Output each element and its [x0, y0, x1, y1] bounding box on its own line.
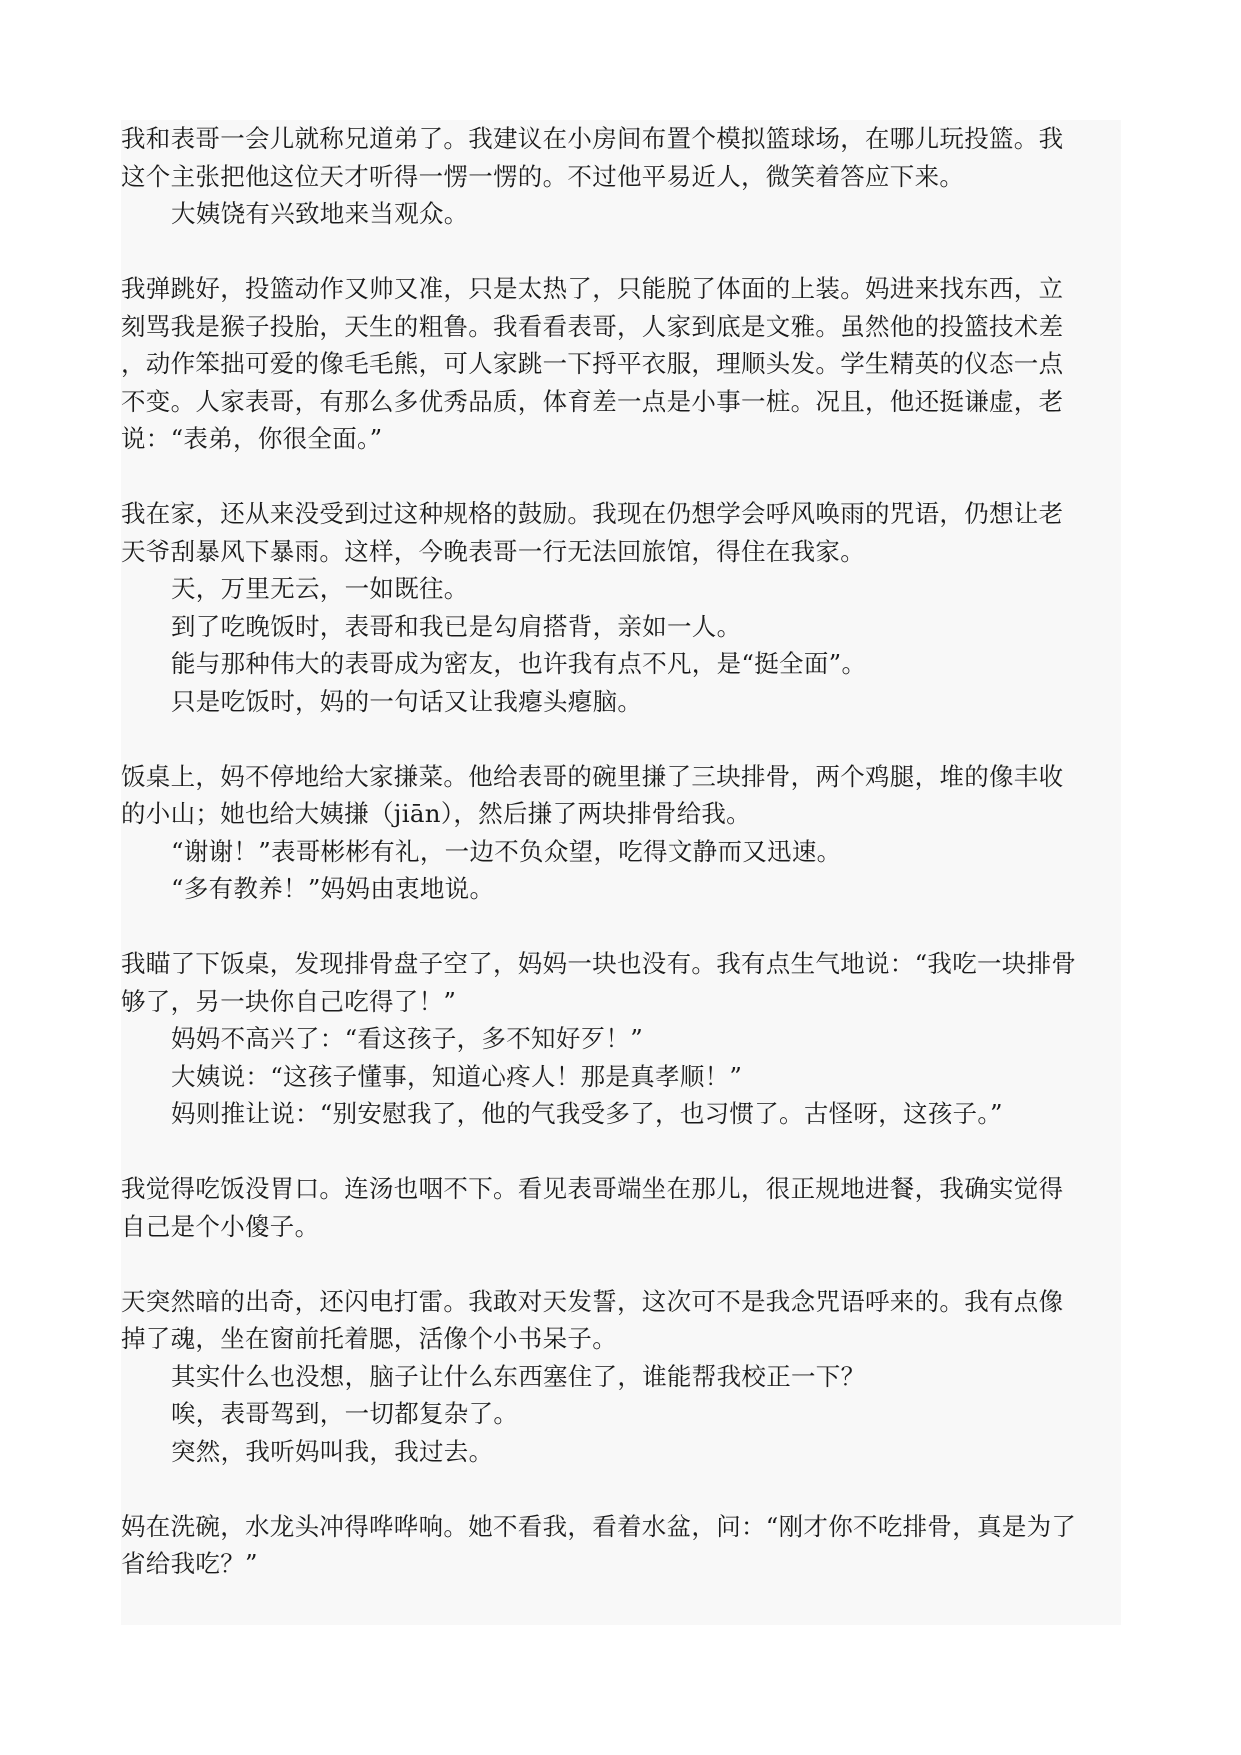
text-line: 不变。人家表哥，有那么多优秀品质，体育差一点是小事一桩。况且，他还挺谦虚，老 [121, 386, 1064, 416]
paragraph-block [121, 1508, 1121, 1583]
paragraph-block [121, 120, 1121, 233]
paragraph-gap [121, 458, 1121, 496]
text-line: 大姨饶有兴致地来当观众。 [171, 199, 469, 228]
paragraph-block [121, 945, 1121, 1133]
text-line: 天突然暗的出奇，还闪电打雷。我敢对天发誓，这次可不是我念咒语呼来的。我有点像 [121, 1286, 1064, 1316]
text-line: ，动作笨拙可爱的像毛毛熊，可人家跳一下捋平衣服，理顺头发。学生精英的仪态一点 [121, 349, 1064, 378]
text-line: 妈则推让说：“别安慰我了，他的气我受多了，也习惯了。古怪呀，这孩子。” [171, 1099, 1003, 1128]
paragraph-block [121, 270, 1121, 458]
text-line: 其实什么也没想，脑子让什么东西塞住了，谁能帮我校正一下？ [171, 1361, 866, 1391]
text-line: 掉了魂，坐在窗前托着腮，活像个小书呆子。 [121, 1324, 617, 1353]
text-line: 妈在洗碗，水龙头冲得哗哗响。她不看我，看着水盆，问：“刚才你不吃排骨，真是为了 [121, 1511, 1077, 1541]
text-line: 够了，另一块你自己吃得了！” [121, 986, 457, 1016]
text-line: 我在家，还从来没受到过这种规格的鼓励。我现在仍想学会呼风唤雨的咒语，仍想让老 [121, 499, 1064, 528]
text-line: 这个主张把他这位天才听得一愣一愣的。不过他平易近人，微笑着答应下来。 [121, 161, 965, 191]
paragraph-block [121, 1170, 1121, 1245]
paragraph-block [121, 495, 1121, 720]
text-line: 大姨说：“这孩子懂事，知道心疼人！那是真孝顺！” [171, 1061, 743, 1091]
paragraph-gap [121, 1470, 1121, 1508]
paragraph-gap [121, 1245, 1121, 1283]
paragraph-gap [121, 233, 1121, 271]
paragraph-gap [121, 720, 1121, 758]
text-line: 我瞄了下饭桌，发现排骨盘子空了，妈妈一块也没有。我有点生气地说：“我吃一块排骨 [121, 949, 1077, 978]
text-line: 唉，表哥驾到，一切都复杂了。 [171, 1399, 519, 1428]
text-line: 天，万里无云，一如既往。 [171, 574, 469, 603]
paragraph-block [121, 1283, 1121, 1471]
text-line: 我和表哥一会儿就称兄道弟了。我建议在小房间布置个模拟篮球场，在哪儿玩投篮。我 [121, 124, 1064, 153]
text-line: 自己是个小傻子。 [121, 1211, 320, 1241]
text-line: 省给我吃？” [121, 1549, 258, 1578]
paragraph-gap [121, 908, 1121, 946]
paragraph-block [121, 758, 1121, 908]
text-line: 到了吃晚饭时，表哥和我已是勾肩搭背，亲如一人。 [171, 611, 742, 641]
text-line: 突然，我听妈叫我，我过去。 [171, 1436, 494, 1466]
text-line: 天爷刮暴风下暴雨。这样，今晚表哥一行无法回旅馆，得住在我家。 [121, 536, 865, 566]
text-line: 只是吃饭时，妈的一句话又让我瘪头瘪脑。 [171, 686, 643, 716]
text-line: “多有教养！”妈妈由衷地说。 [171, 874, 495, 903]
text-line: 妈妈不高兴了：“看这孩子，多不知好歹！” [171, 1024, 644, 1053]
text-line: 的小山；她也给大姨搛（jiān），然后搛了两块排骨给我。 [121, 799, 751, 828]
text-line: 我觉得吃饭没胃口。连汤也咽不下。看见表哥端坐在那儿，很正规地进餐，我确实觉得 [121, 1174, 1064, 1203]
text-line: 刻骂我是猴子投胎，天生的粗鲁。我看看表哥，人家到底是文雅。虽然他的投篮技术差 [121, 311, 1064, 341]
text-line: 饭桌上，妈不停地给大家搛菜。他给表哥的碗里搛了三块排骨，两个鸡腿，堆的像丰收 [121, 761, 1064, 791]
text-line: 能与那种伟大的表哥成为密友，也许我有点不凡，是“挺全面”。 [171, 649, 867, 678]
text-line: “谢谢！”表哥彬彬有礼，一边不负众望，吃得文静而又迅速。 [171, 836, 842, 866]
document-text-area [121, 120, 1121, 1625]
text-line: 我弹跳好，投篮动作又帅又准，只是太热了，只能脱了体面的上装。妈进来找东西，立 [121, 274, 1064, 303]
text-line: 说：“表弟，你很全面。” [121, 424, 383, 453]
paragraph-gap [121, 1133, 1121, 1171]
